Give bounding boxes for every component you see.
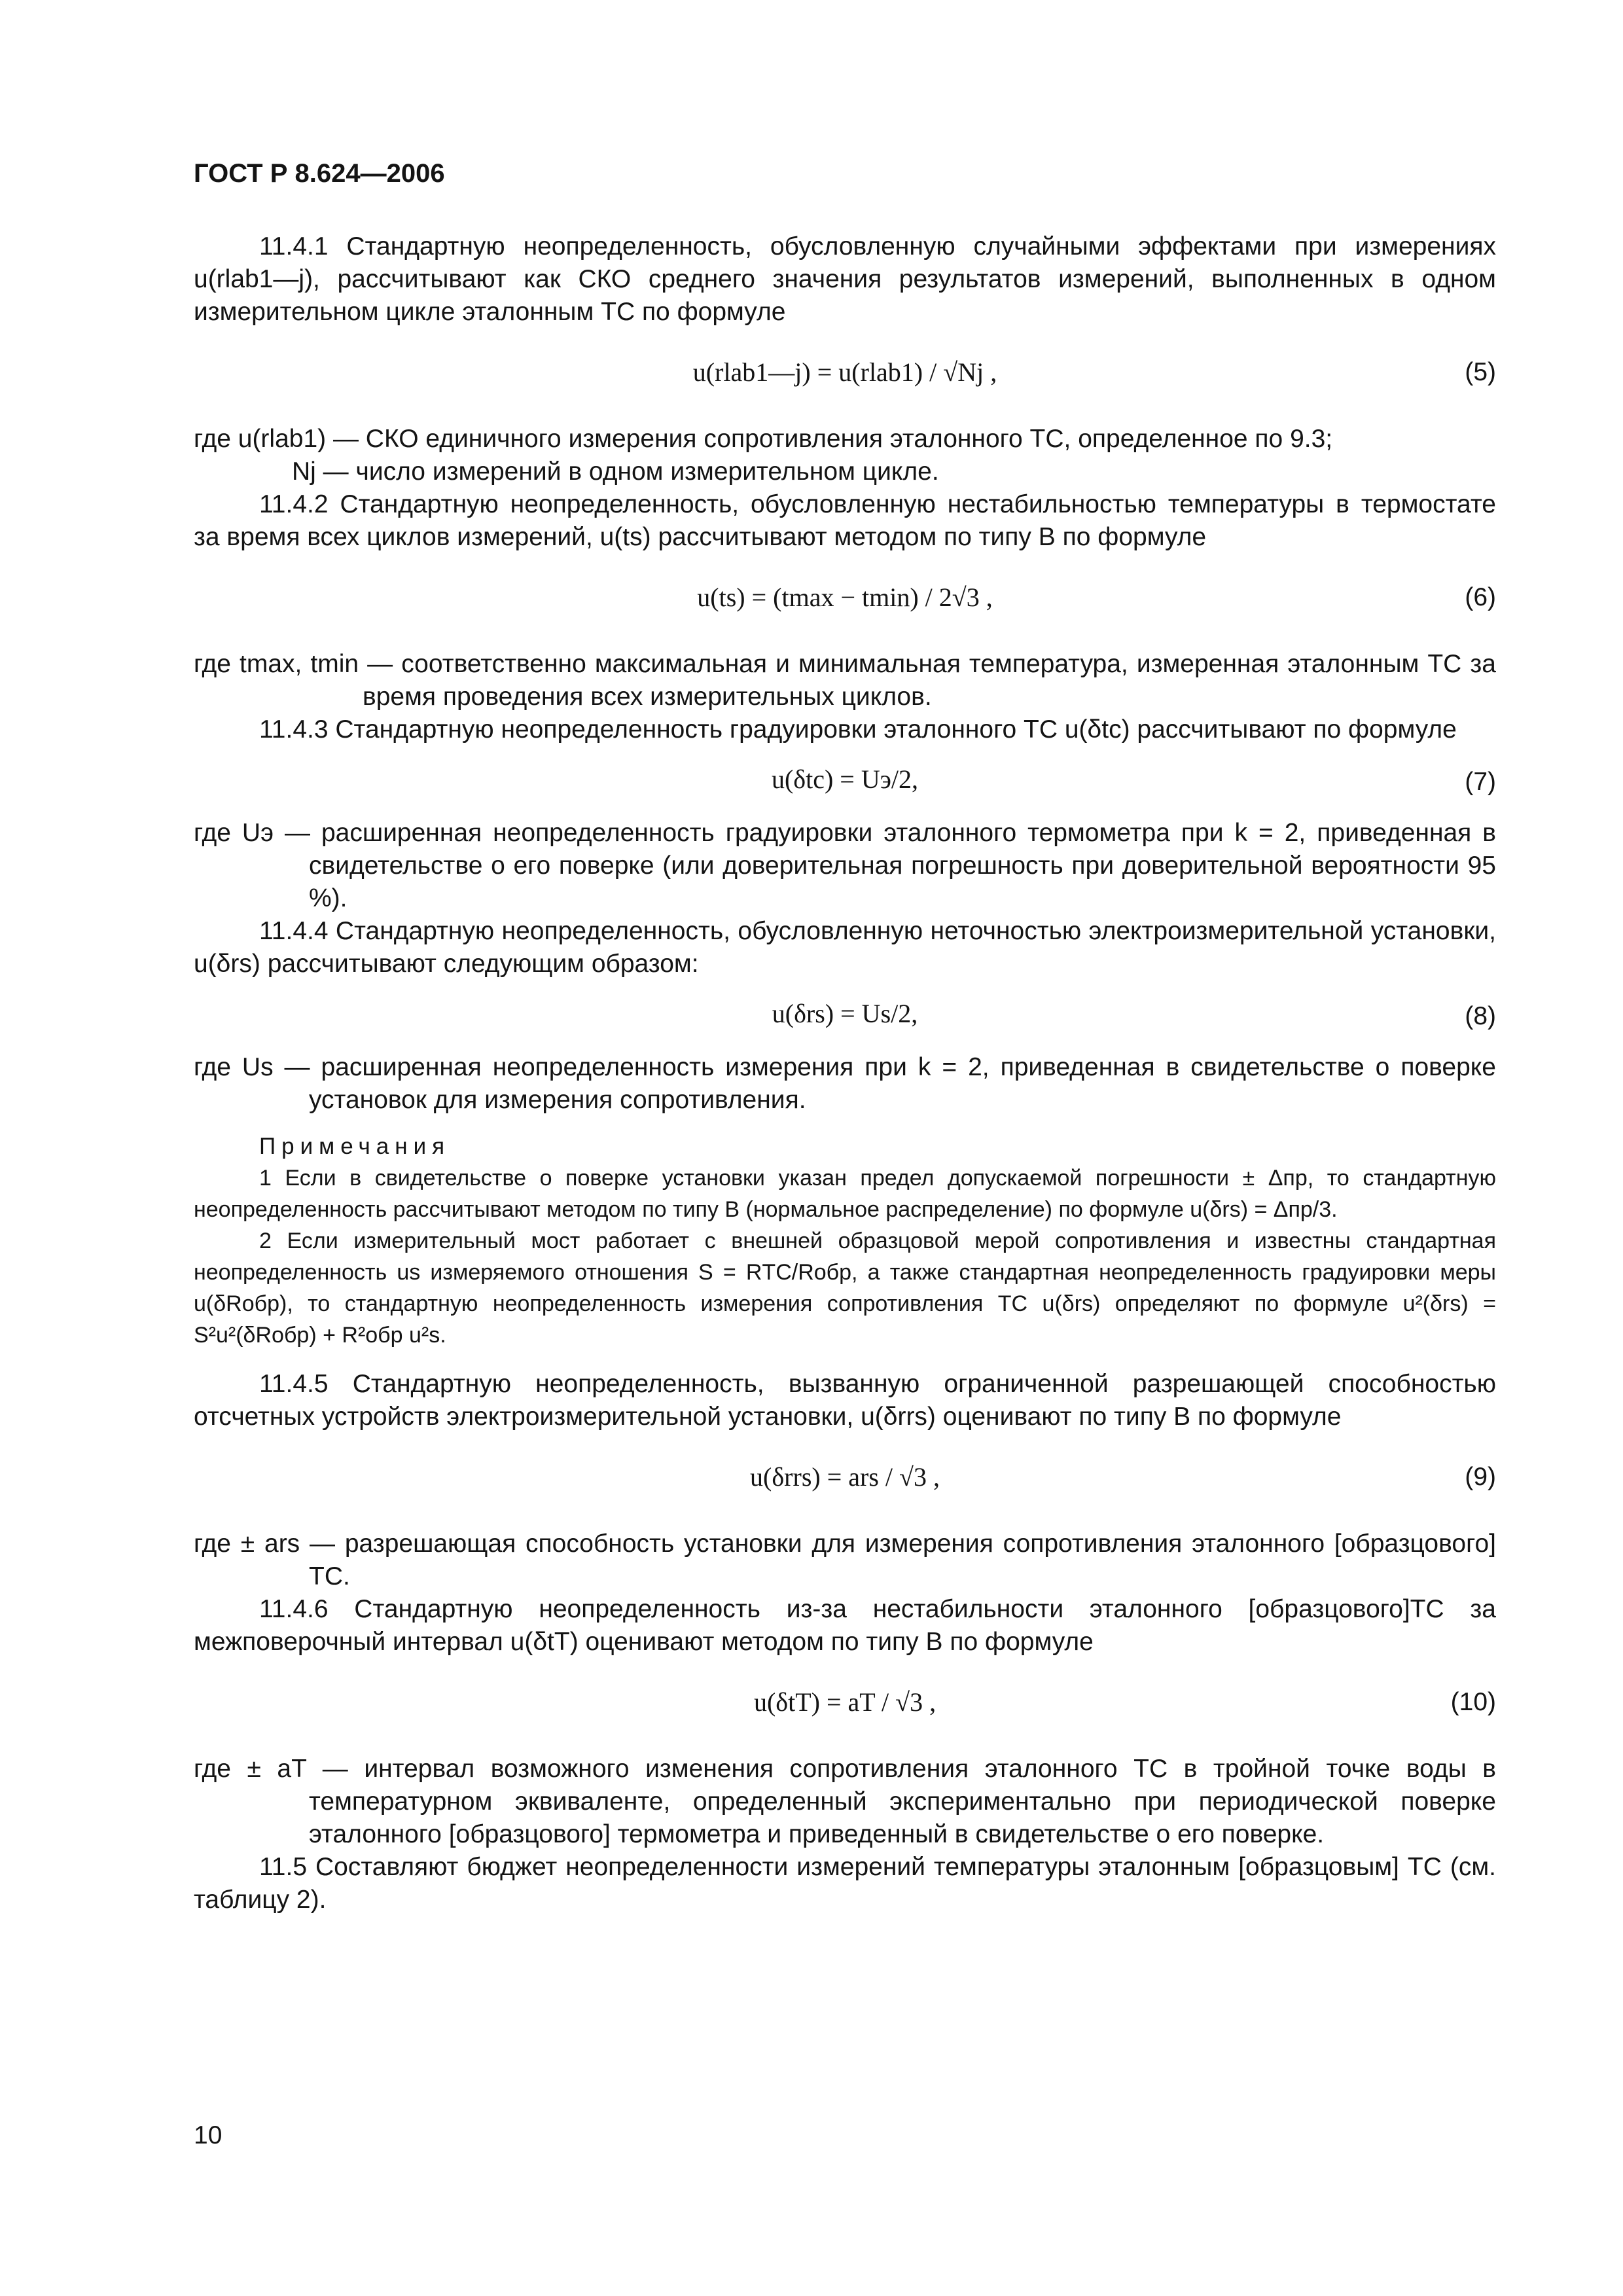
note-2: 2 Если измерительный мост работает с внешней образцовой мерой сопротивления и известны стандартная неопределенность us измеряемого отношения S = RТС/Rобр, а также стандартная неопределенность градуировки меры u(δRобр), то стандартную неопределенность измерения сопротивления ТС u(δrs) определяют по формуле u²(δrs) = S²u²(δRобр) + R²обр u²s.: [194, 1229, 1496, 1348]
paragraph-11-4-2: 11.4.2 Стандартную неопределенность, обусловленную нестабильностью температуры в термостате за время всех циклов измерений, u(ts) рассчитывают методом по типу В по формуле: [194, 490, 1496, 551]
formula-10-expression: u(δtT) = aT / √3 ,: [753, 1687, 936, 1717]
paragraph-11-4-4: 11.4.4 Стандартную неопределенность, обусловленную неточностью электроизмерительной установки, u(δrs) рассчитывают следующим образом:: [194, 917, 1496, 978]
paragraph-11-4-5: 11.4.5 Стандартную неопределенность, вызванную ограниченной разрешающей способностью отсчетных устройств электроизмерительной установки, u(δrrs) оценивают по типу В по формуле: [194, 1370, 1496, 1431]
note-1: 1 Если в свидетельстве о поверке установки указан предел допускаемой погрешности ± Δпр, то стандартную неопределенность рассчитывают методом по типу В (нормальное распределение) по формуле u(δrs) = Δпр/3.: [194, 1166, 1496, 1222]
where-9: где ± ars — разрешающая способность установки для измерения сопротивления эталонного [образцового] ТС.: [194, 1530, 1496, 1590]
formula-8-expression: u(δrs) = Us/2,: [772, 999, 918, 1028]
formula-6-number: (6): [1465, 583, 1496, 611]
paragraph-11-4-3: 11.4.3 Стандартную неопределенность градуировки эталонного ТС u(δtc) рассчитывают по формуле: [259, 715, 1457, 744]
formula-5-expression: u(rlab1—j) = u(rlab1) / √Nj ,: [692, 357, 997, 387]
where-8: где Us — расширенная неопределенность измерения при k = 2, приведенная в свидетельстве о поверке установок для измерения сопротивления.: [194, 1053, 1496, 1114]
formula-8: [194, 988, 1496, 1042]
formula-7-expression: u(δtc) = Uэ/2,: [771, 764, 919, 794]
spacer: [194, 1351, 1496, 1368]
document-body: [194, 230, 1496, 1916]
where-5-line-2: Nj — число измерений в одном измерительном цикле.: [292, 457, 939, 486]
formula-5: [194, 336, 1496, 414]
formula-6: [194, 562, 1496, 639]
page-number: 10: [194, 2121, 223, 2149]
paragraph-11-4-1: 11.4.1 Стандартную неопределенность, обусловленную случайными эффектами при измерениях u(rlab1—j), рассчитывают как СКО среднего значения результатов измерений, выполненных в одном измерительном цикле эталонным ТС по формуле: [194, 232, 1496, 326]
notes-title: Примечания: [259, 1134, 451, 1159]
where-6: где tmax, tmin — соответственно максимальная и минимальная температура, измеренная эталонным ТС за время проведения всех измерительных циклов.: [194, 650, 1496, 711]
where-5-line-1: где u(rlab1) — СКО единичного измерения сопротивления эталонного ТС, определенное по 9.3;: [194, 425, 1333, 453]
where-10: где ± aT — интервал возможного изменения сопротивления эталонного ТС в тройной точке воды в температурном эквиваленте, определенный экспериментально при периодической поверке эталонного [образцового] термометра и приведенный в свидетельстве о его поверке.: [194, 1755, 1496, 1848]
where-7: где Uэ — расширенная неопределенность градуировки эталонного термометра при k = 2, приведенная в свидетельстве о его поверке (или доверительная погрешность при доверительной вероятности 95 %).: [194, 819, 1496, 912]
formula-9-expression: u(δrrs) = ars / √3 ,: [750, 1462, 940, 1492]
formula-7-number: (7): [1465, 768, 1496, 796]
formula-7: [194, 754, 1496, 808]
formula-10-number: (10): [1450, 1688, 1496, 1716]
formula-9-number: (9): [1465, 1463, 1496, 1491]
formula-9: [194, 1441, 1496, 1518]
formula-8-number: (8): [1465, 1002, 1496, 1030]
formula-10: [194, 1666, 1496, 1744]
formula-5-number: (5): [1465, 358, 1496, 386]
document-header: ГОСТ Р 8.624—2006: [194, 159, 445, 188]
paragraph-11-4-6: 11.4.6 Стандартную неопределенность из-за нестабильности эталонного [образцового]ТС за межповерочный интервал u(δtT) оценивают методом по типу В по формуле: [194, 1595, 1496, 1656]
formula-6-expression: u(ts) = (tmax − tmin) / 2√3 ,: [697, 583, 993, 612]
paragraph-11-5: 11.5 Составляют бюджет неопределенности измерений температуры эталонным [образцовым] ТС (см. таблицу 2).: [194, 1853, 1496, 1914]
